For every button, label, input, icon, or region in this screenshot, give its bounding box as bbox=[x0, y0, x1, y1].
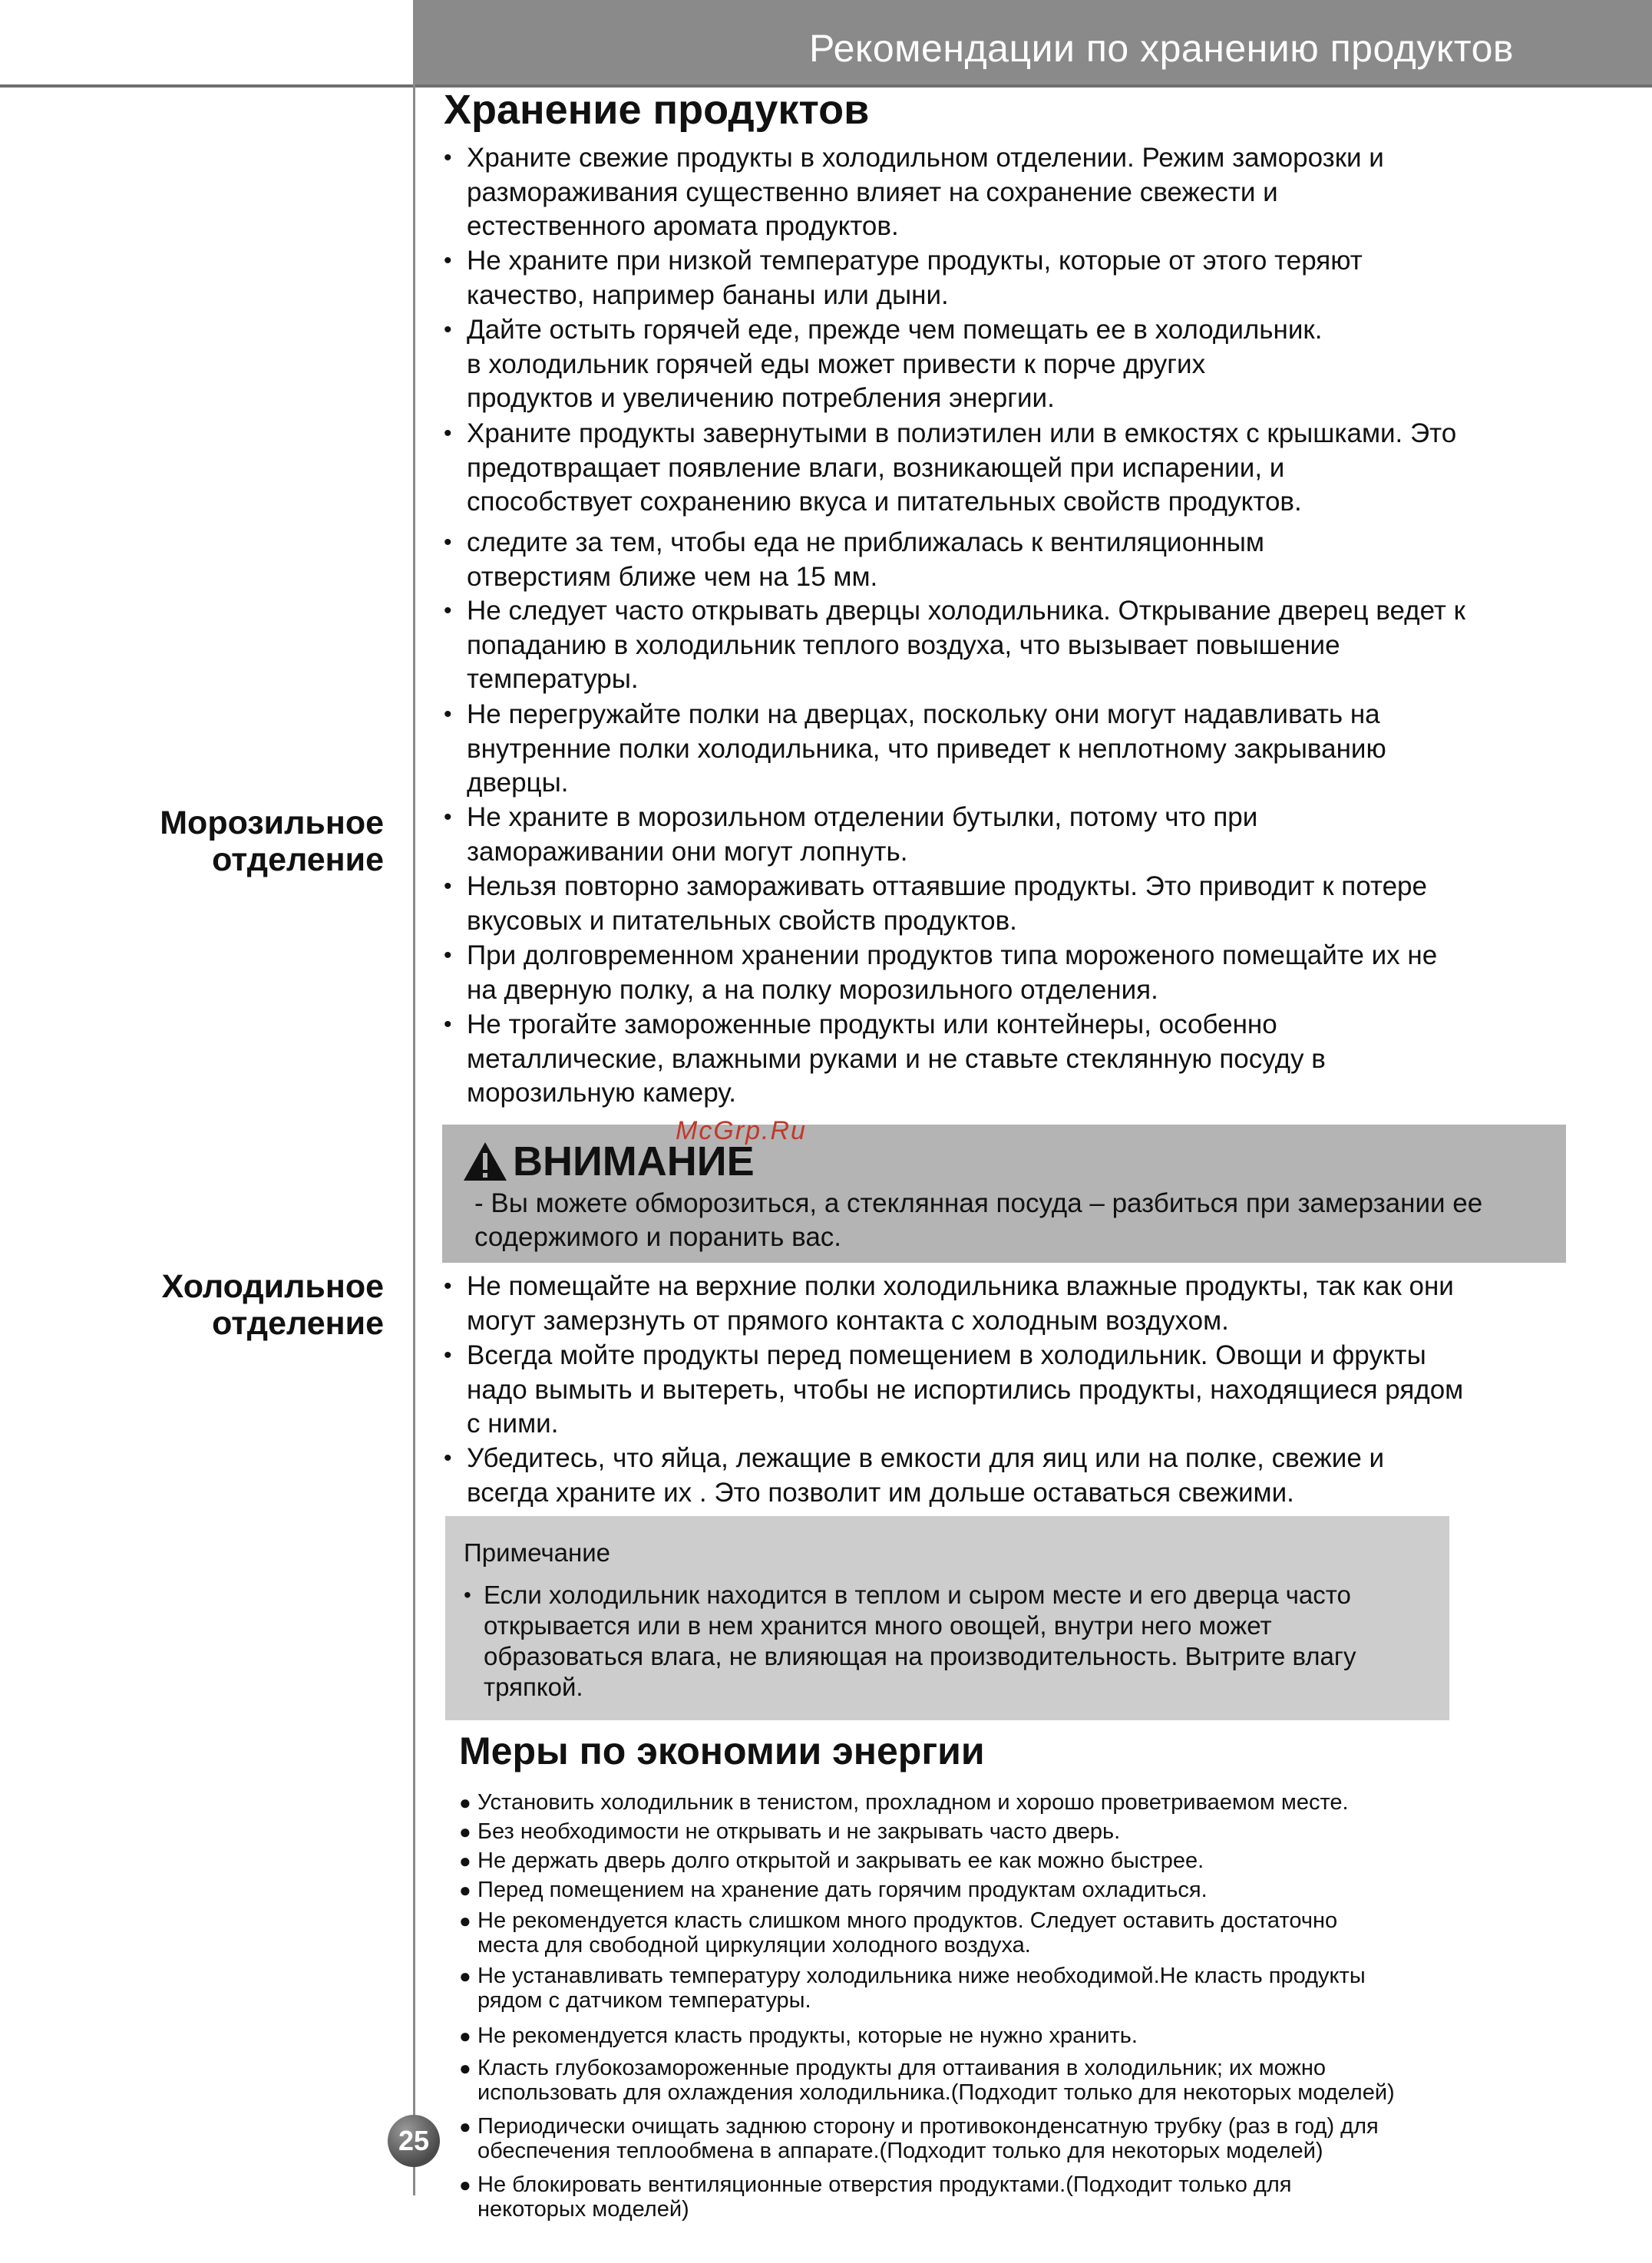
bullet-icon: • bbox=[444, 1012, 452, 1037]
bullet-icon: • bbox=[444, 702, 452, 727]
energy-item: ● Без необходимости не открывать и не закрывать часто дверь. bbox=[459, 1819, 1121, 1844]
freezer-item: • Не трогайте замороженные продукты или контейнеры, особенно металлические, влажными руками и не ставьте стеклянную посуду в морозильную камеру. bbox=[444, 1009, 1326, 1108]
storage-item: • Не храните при низкой температуре продукты, которые от этого теряют качество, например бананы или дыни. bbox=[444, 246, 1363, 310]
bullet-icon: ● bbox=[459, 2173, 471, 2196]
bullet-icon: ● bbox=[459, 1849, 471, 1872]
note-item: • Если холодильник находится в теплом и сыром месте и его дверца часто открывается или в нем хранится много овощей, внутри него может образоваться влага, не влияющая на производительность. Вытрите влагу тряпкой. bbox=[464, 1581, 1356, 1701]
bullet-icon: ● bbox=[459, 1791, 471, 1814]
bullet-icon: ● bbox=[459, 1909, 471, 1932]
header-title: Рекомендации по хранению продуктов bbox=[808, 27, 1514, 70]
bullet-icon: ● bbox=[459, 2057, 471, 2080]
bullet-icon: ● bbox=[459, 1820, 471, 1843]
header-rule bbox=[0, 84, 415, 88]
energy-item: ● Не блокировать вентиляционные отверстия продуктами.(Подходит только для некоторых моделей) bbox=[459, 2172, 1292, 2222]
note-title: Примечание bbox=[464, 1538, 611, 1567]
storage-item: • Не следует часто открывать дверцы холодильника. Открывание дверец ведет к попаданию в холодильник теплого воздуха, что вызывает повышение температуры. bbox=[444, 596, 1465, 694]
freezer-item: • Нельзя повторно замораживать оттаявшие продукты. Это приводит к потере вкусовых и питательных свойств продуктов. bbox=[444, 871, 1427, 936]
energy-item: ● Установить холодильник в тенистом, прохладном и хорошо проветриваемом месте. bbox=[459, 1790, 1349, 1815]
page-number: 25 bbox=[388, 2115, 440, 2167]
bullet-icon: • bbox=[444, 248, 452, 273]
freezer-item: • При долговременном хранении продуктов типа мороженого помещайте их не на дверную полку, а на полку морозильного отделения. bbox=[444, 940, 1438, 1005]
freezer-label: Морозильное отделение bbox=[160, 804, 384, 878]
bullet-icon: ● bbox=[459, 1964, 471, 1987]
fridge-label: Холодильное отделение bbox=[161, 1268, 384, 1342]
bullet-icon: • bbox=[464, 1583, 471, 1607]
storage-item: • Не перегружайте полки на дверцах, поскольку они могут надавливать на внутренние полки холодильника, что приведет к неплотному закрыванию дверцы. bbox=[444, 699, 1386, 798]
freezer-item: • Не храните в морозильном отделении бутылки, потому что при замораживании они могут лопнуть. bbox=[444, 802, 1258, 867]
bullet-icon: • bbox=[444, 874, 452, 899]
bullet-icon: • bbox=[444, 1343, 452, 1368]
fridge-item: • Не помещайте на верхние полки холодильника влажные продукты, так как они могут замерзнуть от прямого контакта с холодным воздухом. bbox=[444, 1271, 1454, 1336]
bullet-icon: • bbox=[444, 530, 452, 555]
energy-item: ● Периодически очищать заднюю сторону и противоконденсатную трубку (раз в год) для обеспечения теплообмена в аппарате.(Подходит только для некоторых моделей) bbox=[459, 2114, 1379, 2163]
storage-item: • следите за тем, чтобы еда не приближалась к вентиляционным отверстиям ближе чем на 15 мм. bbox=[444, 527, 1264, 592]
bullet-icon: • bbox=[444, 598, 452, 623]
bullet-icon: • bbox=[444, 1274, 452, 1299]
warning-triangle-icon bbox=[462, 1141, 508, 1182]
energy-item: ● Не устанавливать температуру холодильника ниже необходимой.Не класть продукты рядом с датчиком температуры. bbox=[459, 1964, 1366, 2013]
storage-item: • Дайте остыть горячей еде, прежде чем помещать ее в холодильник. в холодильник горячей еды может привести к порче других продуктов и увеличению потребления энергии. bbox=[444, 315, 1323, 413]
storage-item: • Храните свежие продукты в холодильном отделении. Режим заморозки и размораживания существенно влияет на сохранение свежести и естественного аромата продуктов. bbox=[444, 143, 1384, 241]
storage-heading: Хранение продуктов bbox=[444, 87, 870, 133]
energy-item: ● Не рекомендуется класть слишком много продуктов. Следует оставить достаточно места для свободной циркуляции холодного воздуха. bbox=[459, 1908, 1338, 1957]
bullet-icon: • bbox=[444, 1445, 452, 1471]
fridge-item: • Убедитесь, что яйца, лежащие в емкости для яиц или на полке, свежие и всегда храните их . Это позволит им дольше оставаться свежими. bbox=[444, 1443, 1385, 1508]
bullet-icon: ● bbox=[459, 2024, 471, 2047]
column-divider bbox=[413, 0, 415, 2195]
energy-item: ● Не держать дверь долго открытой и закрывать ее как можно быстрее. bbox=[459, 1848, 1204, 1873]
watermark: McGrp.Ru bbox=[676, 1116, 807, 1145]
bullet-icon: • bbox=[444, 804, 452, 830]
warning-title-text: ВНИМАНИЕ bbox=[513, 1138, 755, 1184]
energy-heading: Меры по экономии энергии bbox=[459, 1729, 985, 1772]
fridge-item: • Всегда мойте продукты перед помещением в холодильник. Овощи и фрукты надо вымыть и вытереть, чтобы не испортились продукты, находящиеся рядом с ними. bbox=[444, 1340, 1464, 1439]
bullet-icon: ● bbox=[459, 1878, 471, 1901]
energy-item: ● Перед помещением на хранение дать горячим продуктам охладиться. bbox=[459, 1878, 1208, 1902]
bullet-icon: ● bbox=[459, 2115, 471, 2138]
warning-text: - Вы можете обморозиться, а стеклянная посуда – разбиться при замерзании ее содержимого и поранить вас. bbox=[474, 1188, 1483, 1252]
bullet-icon: • bbox=[444, 421, 452, 446]
bullet-icon: • bbox=[444, 943, 452, 968]
energy-item: ● Не рекомендуется класть продукты, которые не нужно хранить. bbox=[459, 2023, 1138, 2048]
storage-item: • Храните продукты завернутыми в полиэтилен или в емкостях с крышками. Это предотвращает появление влаги, возникающей при испарении, и способствует сохранению вкуса и питательных свойств продуктов. bbox=[444, 418, 1457, 517]
energy-item: ● Класть глубокозамороженные продукты для оттаивания в холодильник; их можно использовать для охлаждения холодильника.(Подходит только для некоторых моделей) bbox=[459, 2056, 1395, 2105]
bullet-icon: • bbox=[444, 145, 452, 170]
bullet-icon: • bbox=[444, 317, 452, 342]
